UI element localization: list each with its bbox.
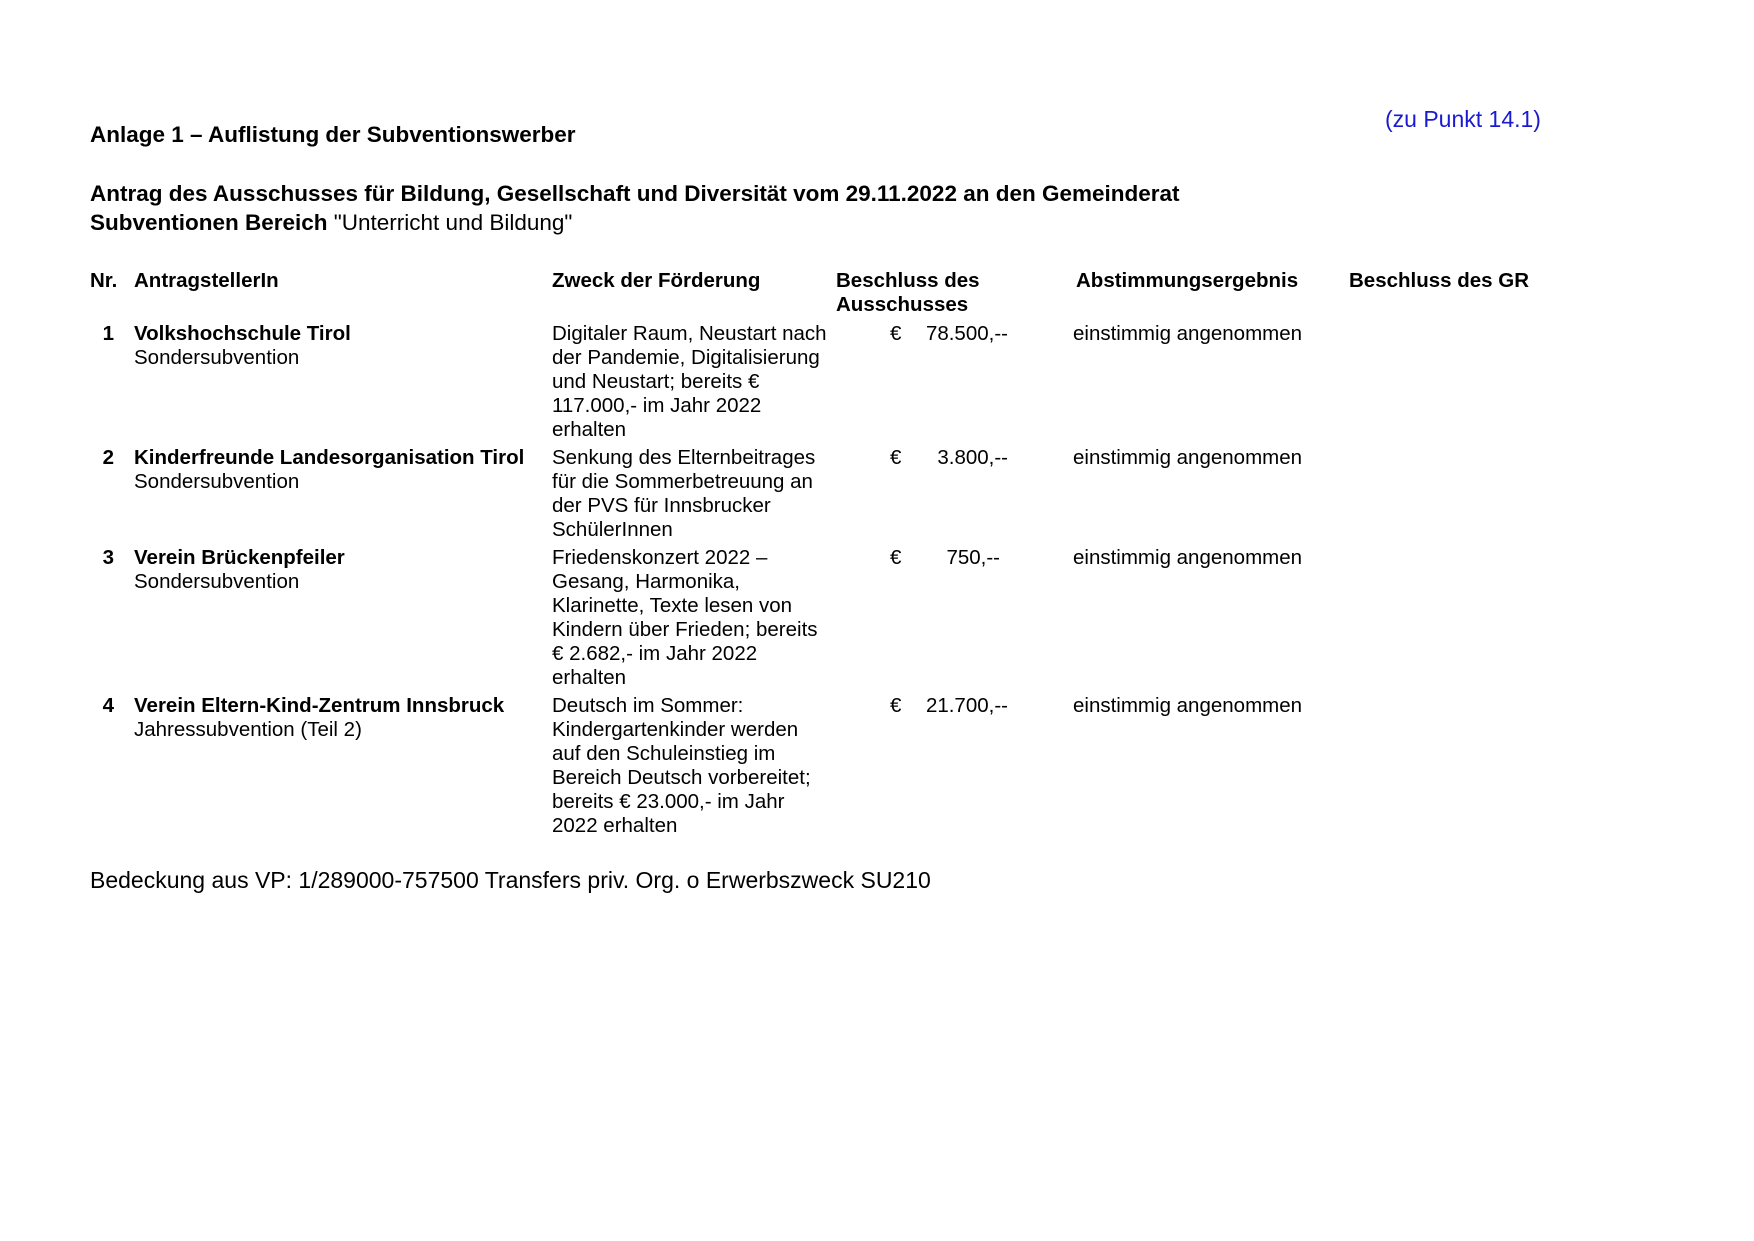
subsidy-type: Sondersubvention	[134, 346, 300, 370]
budget-coverage-note: Bedeckung aus VP: 1/289000-757500 Transfers priv. Org. o Erwerbszweck SU210	[90, 867, 931, 893]
applicant-cell	[134, 446, 554, 494]
vote-result: einstimmig angenommen	[1073, 546, 1303, 569]
bereich-heading	[90, 210, 572, 236]
purpose-text: Senkung des Elternbeitrages für die Sommerbetreuung an der PVS für Innsbrucker SchülerInnen	[552, 446, 816, 542]
column-header-antragsteller: AntragstellerIn	[134, 269, 279, 292]
amount-value: 3.800,--	[937, 446, 1008, 469]
applicant-name: Volkshochschule Tirol	[134, 322, 351, 345]
vote-result: einstimmig angenommen	[1073, 446, 1303, 469]
subsidy-type: Sondersubvention	[134, 570, 300, 594]
column-header-beschluss-gr: Beschluss des GR	[1349, 269, 1530, 292]
vote-result: einstimmig angenommen	[1073, 694, 1303, 717]
applicant-cell	[134, 322, 554, 370]
amount-value: 21.700,--	[925, 694, 1008, 717]
row-number: 3	[102, 546, 114, 569]
subsidy-type: Jahressubvention (Teil 2)	[134, 718, 362, 742]
purpose-text: Digitaler Raum, Neustart nach der Pandemie, Digitalisierung und Neustart; bereits € 117.000,- im Jahr 2022 erhalten	[552, 322, 827, 442]
subsidy-type: Sondersubvention	[134, 470, 300, 494]
currency-symbol: €	[890, 546, 902, 569]
currency-symbol: €	[890, 446, 902, 469]
row-number: 4	[102, 694, 114, 717]
applicant-name: Kinderfreunde Landesorganisation Tirol	[134, 446, 525, 469]
column-header-beschluss-ausschuss: Beschluss des Ausschusses	[836, 269, 980, 316]
column-header-nr: Nr.	[90, 269, 118, 292]
antrag-heading: Antrag des Ausschusses für Bildung, Gesellschaft und Diversität vom 29.11.2022 an den Gemeinderat	[90, 181, 1180, 206]
purpose-text: Friedenskonzert 2022 – Gesang, Harmonika, Klarinette, Texte lesen von Kindern über Frieden; bereits € 2.682,- im Jahr 2022 erhalten	[552, 546, 818, 690]
row-number: 2	[102, 446, 114, 469]
bereich-value: "Unterricht und Bildung"	[327, 210, 573, 235]
amount-value: 750,--	[946, 546, 1000, 569]
bereich-label: Subventionen Bereich	[90, 210, 328, 235]
document-title: Anlage 1 – Auflistung der Subventionswerber	[90, 122, 576, 147]
currency-symbol: €	[890, 322, 902, 345]
vote-result: einstimmig angenommen	[1073, 322, 1303, 345]
purpose-text: Deutsch im Sommer: Kindergartenkinder werden auf den Schuleinstieg im Bereich Deutsch vorbereitet; bereits € 23.000,- im Jahr 2022 erhalten	[552, 694, 811, 838]
reference-label: (zu Punkt 14.1)	[1385, 106, 1541, 132]
row-number: 1	[102, 322, 114, 345]
applicant-name: Verein Brückenpfeiler	[134, 546, 345, 569]
applicant-cell	[134, 546, 554, 594]
applicant-name: Verein Eltern-Kind-Zentrum Innsbruck	[134, 694, 505, 717]
column-header-zweck: Zweck der Förderung	[552, 269, 761, 292]
column-header-abstimmung: Abstimmungsergebnis	[1076, 269, 1299, 292]
amount-value: 78.500,--	[925, 322, 1008, 345]
applicant-cell	[134, 694, 554, 742]
currency-symbol: €	[890, 694, 902, 717]
